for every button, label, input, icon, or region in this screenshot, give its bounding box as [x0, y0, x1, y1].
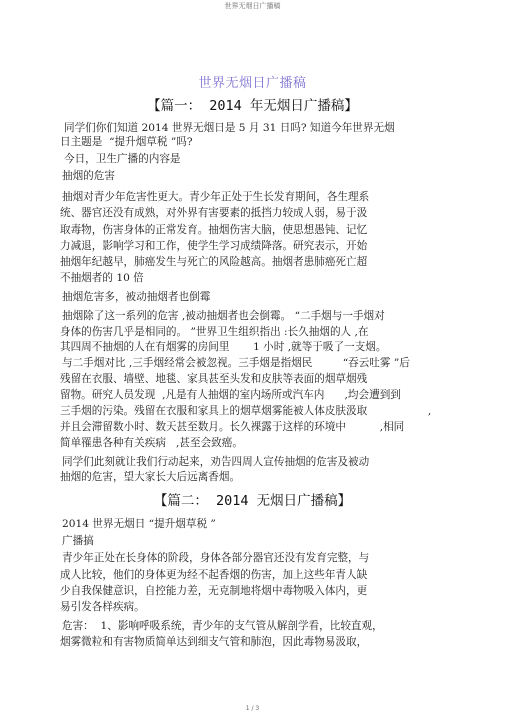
- running-header: 世界无烟日广播稿: [224, 2, 281, 10]
- section-heading-1: 【篇一： 2014 年无烟日广播稿】: [147, 98, 358, 114]
- paragraph-line: 抽烟对青少年危害性更大。青少年正处于生长发育期间，各生理系: [62, 191, 370, 203]
- section-heading-2: 【篇二： 2014 无烟日广播稿】: [153, 493, 352, 509]
- paragraph-line: 易引发各样疾病。: [60, 601, 145, 613]
- paragraph-line: 与二手烟对比 ,三手烟经常会被忽视。三手烟是指烟民 “吞云吐雾 ”后: [62, 357, 410, 369]
- paragraph-line: 抽烟年纪越早，肺癌发生与死亡的风险越高。抽烟者患肺癌死亡超: [60, 256, 368, 268]
- paragraph-line: 抽烟的危害: [62, 170, 115, 182]
- paragraph-line: 残留在衣服、墙壁、地毯、家具甚至头发和皮肤等表面的烟草烟残: [60, 373, 368, 385]
- paragraph-line: 抽烟除了这一系列的危害 ,被动抽烟者也会倒霉。 “二手烟与一手烟对: [62, 310, 385, 322]
- paragraph-line: 留物。研究人员发现 ,凡是有人抽烟的室内场所或汽车内 ,均会遭到到: [60, 389, 401, 401]
- paragraph-line: 简单罹患各种有关疾病 ,甚至会致癌。: [60, 437, 243, 449]
- paragraph-line: 其四周不抽烟的人在有烟雾的房间里 1 小时 ,就等于吸了一支烟。: [60, 341, 387, 353]
- page-number: 1 / 3: [245, 705, 260, 712]
- paragraph-line: 三手烟的污染。残留在衣服和家具上的烟草烟雾能被人体皮肤汲取 ,: [60, 405, 432, 417]
- paragraph-line: 取毒物，伤害身体的正常发育。抽烟伤害大脑，使思想愚钝、记忆: [60, 224, 368, 236]
- paragraph-line: 日主题是 “提升烟草税 ”吗?: [60, 136, 193, 148]
- paragraph-line: 并且会滞留数小时、数天甚至数月。长久裸露于这样的环境中 ,相同: [60, 421, 405, 433]
- paragraph-line: 广播搞: [62, 535, 94, 547]
- paragraph-line: 烟雾微粒和有害物质简单达到细支气管和肺泡，因此毒物易汲取，: [60, 636, 368, 648]
- paragraph-line: 不抽烟者的 10 倍: [60, 272, 144, 284]
- paragraph-line: 成人比较，他们的身体更为经不起香烟的伤害，加上这些年青人缺: [60, 569, 368, 581]
- page-title: 世界无烟日广播稿: [198, 76, 307, 91]
- paragraph-line: 2014 世界无烟日 “提升烟草税 ”: [62, 518, 216, 530]
- paragraph-line: 力减退，影响学习和工作，使学生学习成绩降落。研究表示，开始: [60, 240, 368, 252]
- paragraph-line: 青少年正处在长身体的阶段，身体各部分器官还没有发育完整，与: [62, 552, 370, 564]
- paragraph-line: 统、器官还没有成熟，对外界有害要素的抵挡力较成人弱，易于汲: [60, 207, 368, 219]
- paragraph-line: 身体的伤害几乎是相同的。 ”世界卫生组织指出 :长久抽烟的人 ,在: [60, 326, 369, 338]
- paragraph-line: 危害： 1、影响呼吸系统，青少年的支气管从解剖学看，比较直观，: [62, 620, 383, 632]
- paragraph-line: 同学们此刻就让我们行动起来，劝告四周人宣传抽烟的危害及被动: [62, 456, 370, 468]
- paragraph-line: 今日，卫生广播的内容是: [64, 153, 181, 165]
- paragraph-line: 少自我保健意识，自控能力差，无克制地将烟中毒物吸入体内，更: [60, 585, 368, 597]
- paragraph-line: 同学们你们知道 2014 世界无烟日是 5 月 31 日吗? 知道今年世界无烟: [64, 122, 395, 134]
- paragraph-line: 抽烟的危害，望大家长大后远离香烟。: [60, 471, 241, 483]
- paragraph-line: 抽烟危害多，被动抽烟者也倒霉: [62, 291, 211, 303]
